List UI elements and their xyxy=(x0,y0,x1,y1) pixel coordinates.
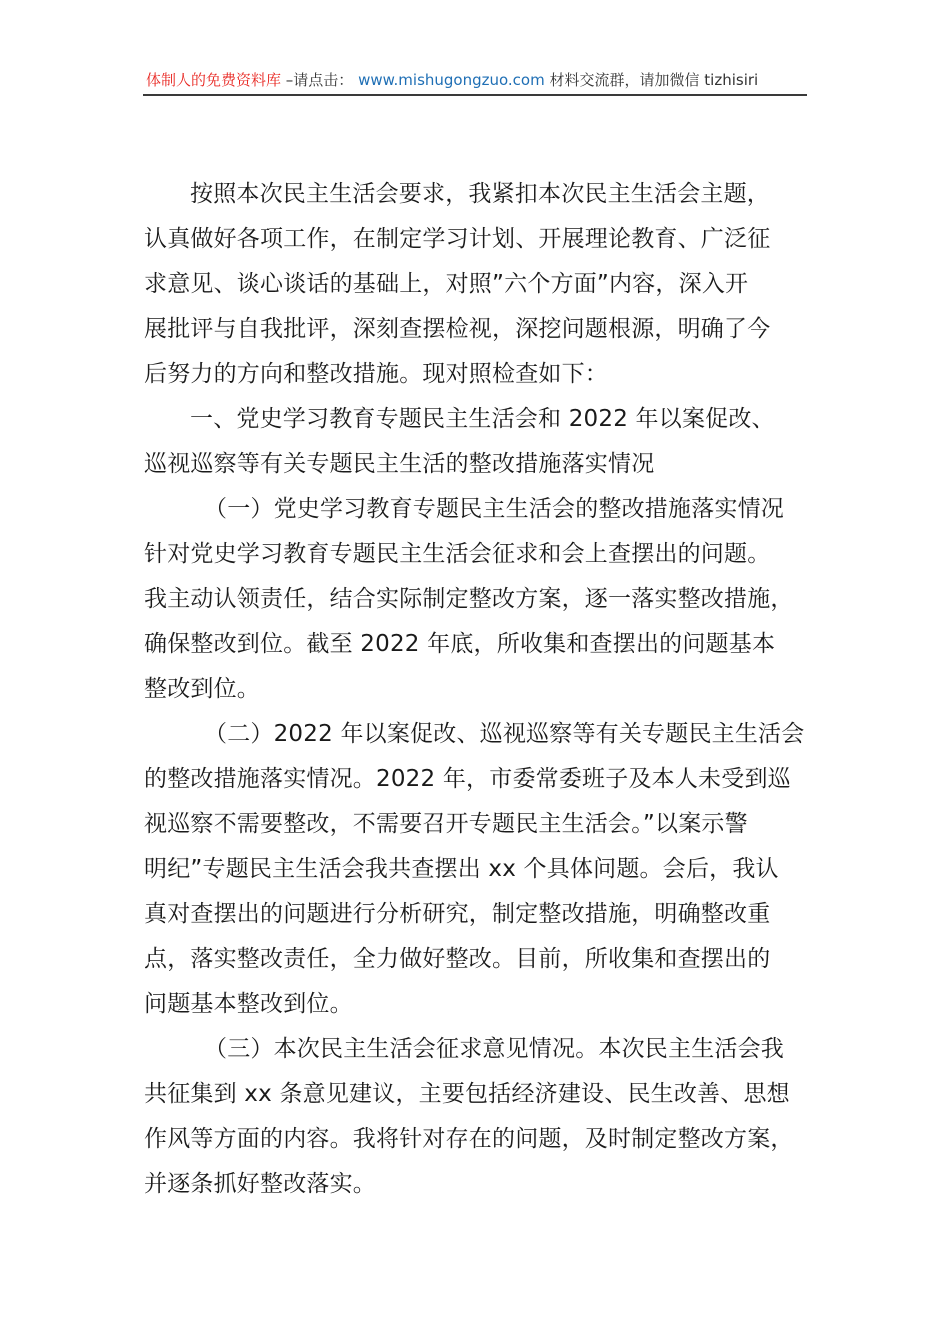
paragraph-intro-line: 认真做好各项工作，在制定学习计划、开展理论教育、广泛征 xyxy=(144,226,771,252)
header-prompt: –请点击： xyxy=(285,71,354,89)
paragraph-line: 针对党史学习教育专题民主生活会征求和会上查摆出的问题。 xyxy=(144,541,771,567)
paragraph-line: 共征集到 xx 条意见建议，主要包括经济建设、民生改善、思想 xyxy=(144,1081,790,1107)
header-contact: 材料交流群，请加微信 tizhisiri xyxy=(549,71,759,89)
paragraph-line: 点，落实整改责任，全力做好整改。目前，所收集和查摆出的 xyxy=(144,946,771,972)
section-heading-1: 一、党史学习教育专题民主生活会和 2022 年以案促改、 xyxy=(190,406,775,432)
paragraph-line: 确保整改到位。截至 2022 年底，所收集和查摆出的问题基本 xyxy=(144,631,776,657)
paragraph-line: 视巡察不需要整改，不需要召开专题民主生活会。”以案示警 xyxy=(144,811,748,837)
paragraph-line: 整改到位。 xyxy=(144,676,260,702)
paragraph-line: 我主动认领责任，结合实际制定整改方案，逐一落实整改措施， xyxy=(144,586,794,612)
paragraph-line: 问题基本整改到位。 xyxy=(144,991,353,1017)
paragraph-intro-line: 展批评与自我批评，深刻查摆检视，深挖问题根源，明确了今 xyxy=(144,316,771,342)
subsection-heading-3: （三）本次民主生活会征求意见情况。本次民主生活会我 xyxy=(204,1036,784,1062)
paragraph-line: 明纪”专题民主生活会我共查摆出 xx 个具体问题。会后，我认 xyxy=(144,856,779,882)
header-divider xyxy=(143,94,807,96)
section-heading-1: 巡视巡察等有关专题民主生活的整改措施落实情况 xyxy=(144,451,655,477)
page-header xyxy=(146,68,806,92)
document-body xyxy=(144,172,814,1207)
paragraph-intro-line: 按照本次民主生活会要求，我紧扣本次民主生活会主题， xyxy=(190,181,770,207)
paragraph-intro-line: 求意见、谈心谈话的基础上，对照”六个方面”内容，深入开 xyxy=(144,271,749,297)
header-link[interactable]: www.mishugongzuo.com xyxy=(358,71,545,89)
paragraph-line: 真对查摆出的问题进行分析研究，制定整改措施，明确整改重 xyxy=(144,901,771,927)
subsection-heading-1: （一）党史学习教育专题民主生活会的整改措施落实情况 xyxy=(204,496,784,522)
paragraph-line: 作风等方面的内容。我将针对存在的问题，及时制定整改方案， xyxy=(144,1126,794,1152)
header-brand: 体制人的免费资料库 xyxy=(146,71,282,89)
paragraph-line: 的整改措施落实情况。2022 年，市委常委班子及本人未受到巡 xyxy=(144,766,791,792)
paragraph-line: 并逐条抓好整改落实。 xyxy=(144,1171,376,1197)
subsection-heading-2: （二）2022 年以案促改、巡视巡察等有关专题民主生活会 xyxy=(204,721,805,747)
paragraph-intro-line: 后努力的方向和整改措施。现对照检查如下： xyxy=(144,361,608,387)
